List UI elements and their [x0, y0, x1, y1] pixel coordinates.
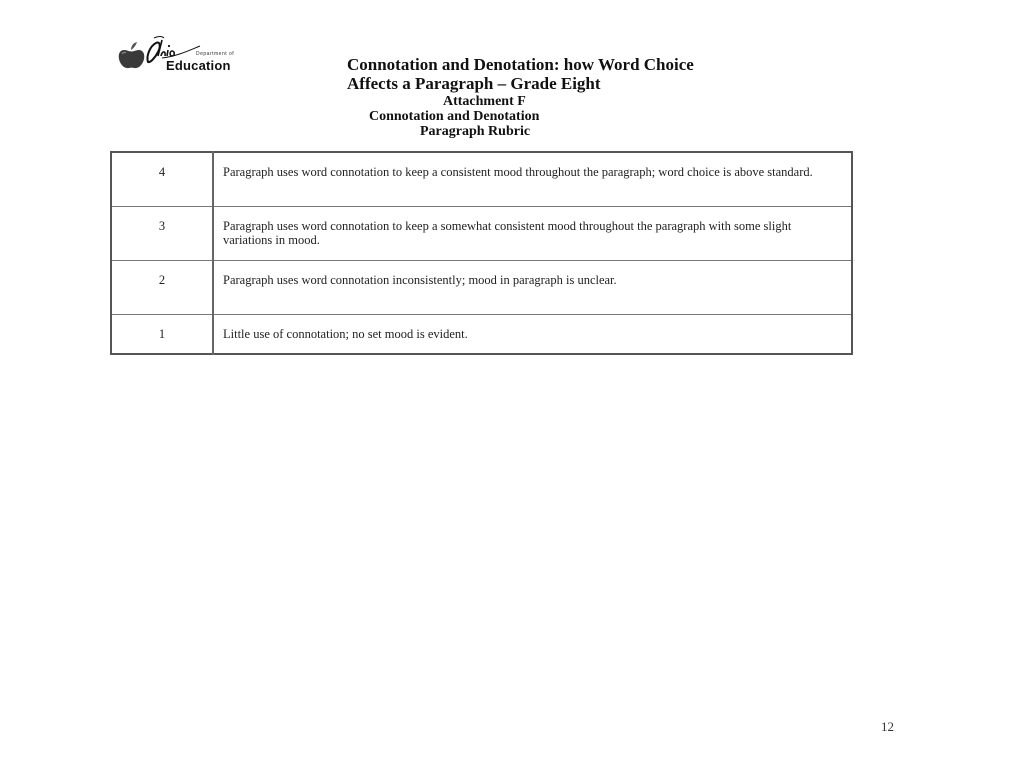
subtitle: Connotation and Denotation: [369, 109, 540, 124]
table-row: [111, 206, 852, 260]
document-title-block: [347, 55, 917, 139]
score-cell: 2: [111, 260, 213, 314]
description-cell: Paragraph uses word connotation to keep a consistent mood throughout the paragraph; word choice is above standard.: [213, 152, 852, 206]
page-number: 12: [881, 719, 894, 734]
table-row: [111, 314, 852, 354]
title-line-2: Affects a Paragraph – Grade Eight: [347, 74, 601, 93]
logo-education-label: Education: [166, 58, 231, 73]
table-row: [111, 260, 852, 314]
table-row: [111, 152, 852, 206]
rubric-table: [110, 151, 853, 355]
attachment-label: Attachment F: [443, 94, 526, 109]
score-cell: 4: [111, 152, 213, 206]
score-cell: 3: [111, 206, 213, 260]
description-cell: Paragraph uses word connotation inconsistently; mood in paragraph is unclear.: [213, 260, 852, 314]
logo-department-text: Department of: [196, 51, 235, 57]
document-type: Paragraph Rubric: [420, 124, 531, 139]
score-cell: 1: [111, 314, 213, 354]
ohio-education-logo: [118, 34, 263, 74]
description-cell: Little use of connotation; no set mood is evident.: [213, 314, 852, 354]
description-cell: Paragraph uses word connotation to keep a somewhat consistent mood throughout the paragraph with some slight variations in mood.: [213, 206, 852, 260]
title-line-1: Connotation and Denotation: how Word Choice: [347, 55, 694, 74]
